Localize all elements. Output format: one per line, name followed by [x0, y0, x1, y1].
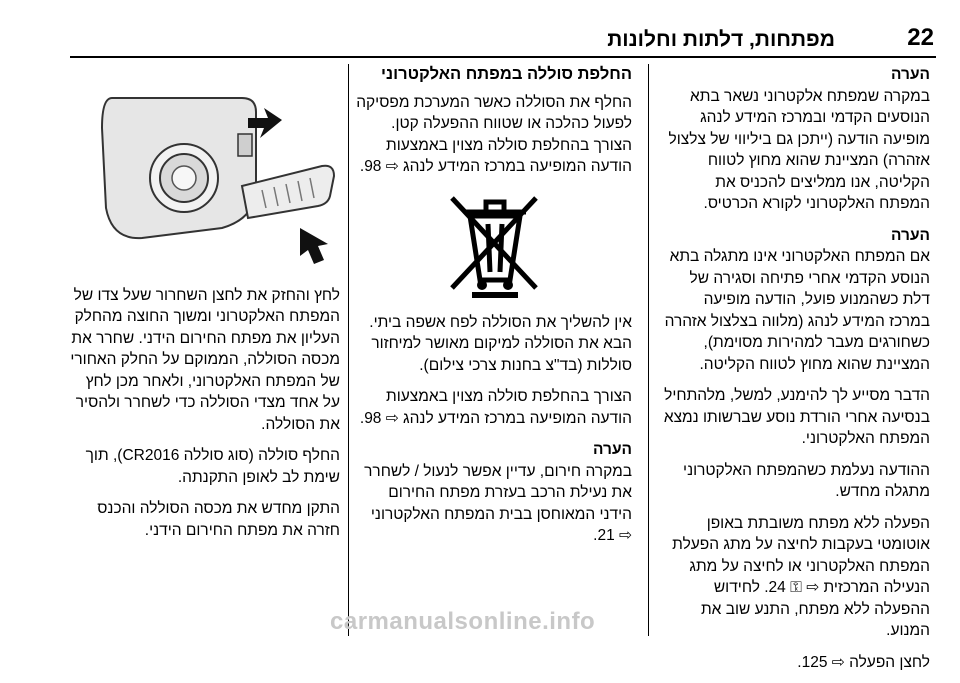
- paragraph: לחץ והחזק את לחצן השחרור שעל צדו של המפתח האלקטרוני ומשוך החוצה מהחלק העליון את מפתח החירום הידני. שחרר את מכסה הסוללה, הממוקם על החלק האחורי של המפתח האלקטרוני, ולאחר מכן לחץ על אחד מצדי הסוללה כדי לשחרר ולהסיר את הסוללה.: [70, 286, 340, 433]
- column-middle: [356, 64, 632, 557]
- running-title: מפתחות, דלתות וחלונות: [607, 28, 835, 51]
- paragraph: לחצן הפעלה ⇨ 125.: [797, 653, 930, 671]
- note-title: הערה: [891, 226, 930, 244]
- paragraph: החלף את הסוללה כאשר המערכת מפסיקה לפעול כהלכה או שטווח ההפעלה קטן. הצורך בהחלפת סוללה מצוין באמצעות הודעה המופיעה במרכז המידע לנהג ⇨ 98.: [356, 93, 632, 175]
- note-title: הערה: [593, 441, 632, 458]
- paragraph: אין להשליך את הסוללה לפח אשפה ביתי. הבא את הסוללה למיקום מאושר למיחזור סוללות (בד"צ בחנות צרכי צילום).: [369, 313, 632, 374]
- column-left: [70, 68, 340, 551]
- paragraph: הפעלה ללא מפתח משובתת באופן אוטומטי בעקבות לחיצה על מתג הפעלת המפתח האלקטרוני או לחיצה על מתג הנעילה המרכזית ⇨ ⚿ 24. לחידוש ההפעלה ללא מפתח, התנע שוב את המנוע.: [672, 514, 930, 639]
- note-text: במקרה שמפתח אלקטרוני נשאר בתא הנוסעים הקדמי ובמרכז המידע לנהג מופיעה הודעה (ייתכן גם ביליווי של צלצול אזהרה) המציינת שהוא מחוץ לטווח הקליטה, אנו ממליצים להכניס את המפתח האלקטרוני לקורא הכרטיס.: [668, 87, 930, 212]
- key-battery-illustration: [72, 68, 340, 268]
- page-number: 22: [907, 24, 934, 51]
- note-text: אם המפתח האלקטרוני אינו מתגלה בתא הנוסע הקדמי אחרי פתיחה וסגירה של דלת כשהמנוע פועל, הודעה מופיעה במרכז המידע לנהג (מלווה בצלצול אזהרה כשחורגים מעבר למהירות מסוימת), המציינת שהוא מחוץ לטווח הקליטה.: [664, 248, 930, 373]
- page-header: [0, 0, 960, 56]
- column-divider-right: [648, 64, 649, 636]
- section-title: החלפת סוללה במפתח האלקטרוני: [381, 65, 632, 83]
- header-rule: [70, 56, 936, 58]
- note-text: במקרה חירום, עדיין אפשר לנעול / לשחרר את נעילת הרכב בעזרת מפתח החירום הידני המאוחסן בבית המפתח האלקטרוני ⇨ 21.: [364, 462, 632, 544]
- paragraph: החלף סוללה (סוג סוללה CR2016), תוך שימת לב לאופן התקנתה.: [85, 447, 340, 486]
- watermark: carmanualsonline.info: [330, 608, 596, 635]
- paragraph: הצורך בהחלפת סוללה מצוין באמצעות הודעה המופיעה במרכז המידע לנהג ⇨ 98.: [359, 388, 632, 427]
- paragraph: הדבר מסייע לך להימנע, למשל, מלהתחיל בנסיעה אחרי הורדת נוסע שברשותו נמצא המפתח האלקטרוני.: [663, 387, 930, 447]
- crossed-bin-icon: [442, 188, 546, 300]
- paragraph: ההודעה נעלמת כשהמפתח האלקטרוני מתגלה מחדש.: [683, 461, 930, 500]
- column-right: [662, 64, 930, 683]
- paragraph: התקן מחדש את מכסה הסוללה והכנס חזרה את מפתח החירום הידני.: [97, 500, 340, 539]
- note-title: הערה: [891, 66, 930, 83]
- column-divider-left: [348, 64, 349, 636]
